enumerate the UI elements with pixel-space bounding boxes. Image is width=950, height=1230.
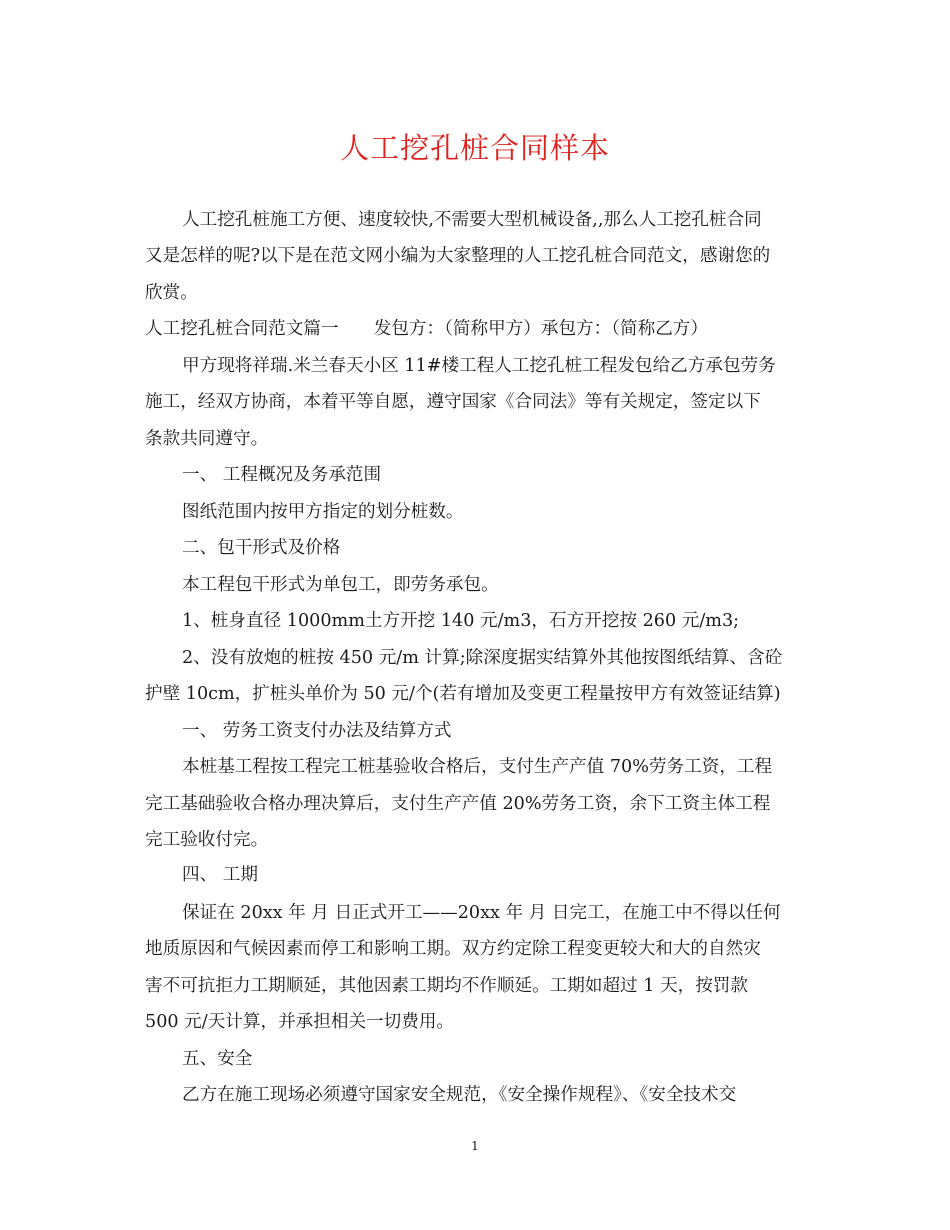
- document-title: 人工挖孔桩合同样本: [339, 131, 610, 165]
- paragraph-line: 欣赏。: [145, 283, 198, 303]
- page-number: 1: [471, 1139, 479, 1153]
- paragraph-line: 完工验收付完。: [145, 830, 269, 850]
- paragraph-line: 条款共同遵守。: [145, 429, 269, 449]
- paragraph-line: 甲方现将祥瑞.米兰春天小区 11#楼工程人工挖孔桩工程发包给乙方承包劳务: [182, 356, 776, 376]
- paragraph-line: 500 元/天计算，并承担相关一切费用。: [145, 1012, 455, 1032]
- section-heading: 二、包干形式及价格: [182, 538, 341, 558]
- paragraph-line: 施工，经双方协商，本着平等自愿，遵守国家《合同法》等有关规定，签定以下: [145, 392, 761, 412]
- section-heading: 一、 劳务工资支付办法及结算方式: [182, 721, 452, 741]
- paragraph-line: 本桩基工程按工程完工桩基验收合格后，支付生产产值 70%劳务工资，工程: [182, 757, 773, 777]
- paragraph-line: 完工基础验收合格办理决算后，支付生产产值 20%劳务工资，余下工资主体工程: [145, 794, 771, 814]
- paragraph-line: 图纸范围内按甲方指定的划分桩数。: [182, 502, 464, 522]
- paragraph-line: 人工挖孔桩合同范文篇一 发包方：（简称甲方）承包方：（简称乙方）: [145, 319, 708, 339]
- paragraph-line: 护壁 10cm，扩桩头单价为 50 元/个(若有增加及变更工程量按甲方有效签证结算): [145, 684, 781, 704]
- paragraph-line: 乙方在施工现场必须遵守国家安全规范，《安全操作规程》、《安全技术交: [182, 1085, 737, 1105]
- paragraph-line: 又是怎样的呢?以下是在范文网小编为大家整理的人工挖孔桩合同范文，感谢您的: [145, 246, 771, 266]
- paragraph-line: 2、没有放炮的桩按 450 元/m 计算;除深度据实结算外其他按图纸结算、含砼: [182, 648, 783, 668]
- section-heading: 四、 工期: [182, 865, 258, 885]
- paragraph-line: 本工程包干形式为单包工，即劳务承包。: [182, 575, 499, 595]
- section-heading: 五、安全: [182, 1049, 253, 1069]
- section-heading: 一、 工程概况及务承范围: [182, 465, 382, 485]
- paragraph-line: 1、桩身直径 1000mm土方开挖 140 元/m3，石方开挖按 260 元/m3;: [182, 611, 740, 631]
- paragraph-line: 地质原因和气候因素而停工和影响工期。双方约定除工程变更较大和大的自然灾: [145, 939, 761, 959]
- paragraph-line: 人工挖孔桩施工方便、速度较快,不需要大型机械设备,,那么人工挖孔桩合同: [182, 210, 762, 230]
- paragraph-line: 保证在 20xx 年 月 日正式开工——20xx 年 月 日完工，在施工中不得以任何: [182, 903, 781, 923]
- paragraph-line: 害不可抗拒力工期顺延，其他因素工期均不作顺延。工期如超过 1 天，按罚款: [145, 976, 748, 996]
